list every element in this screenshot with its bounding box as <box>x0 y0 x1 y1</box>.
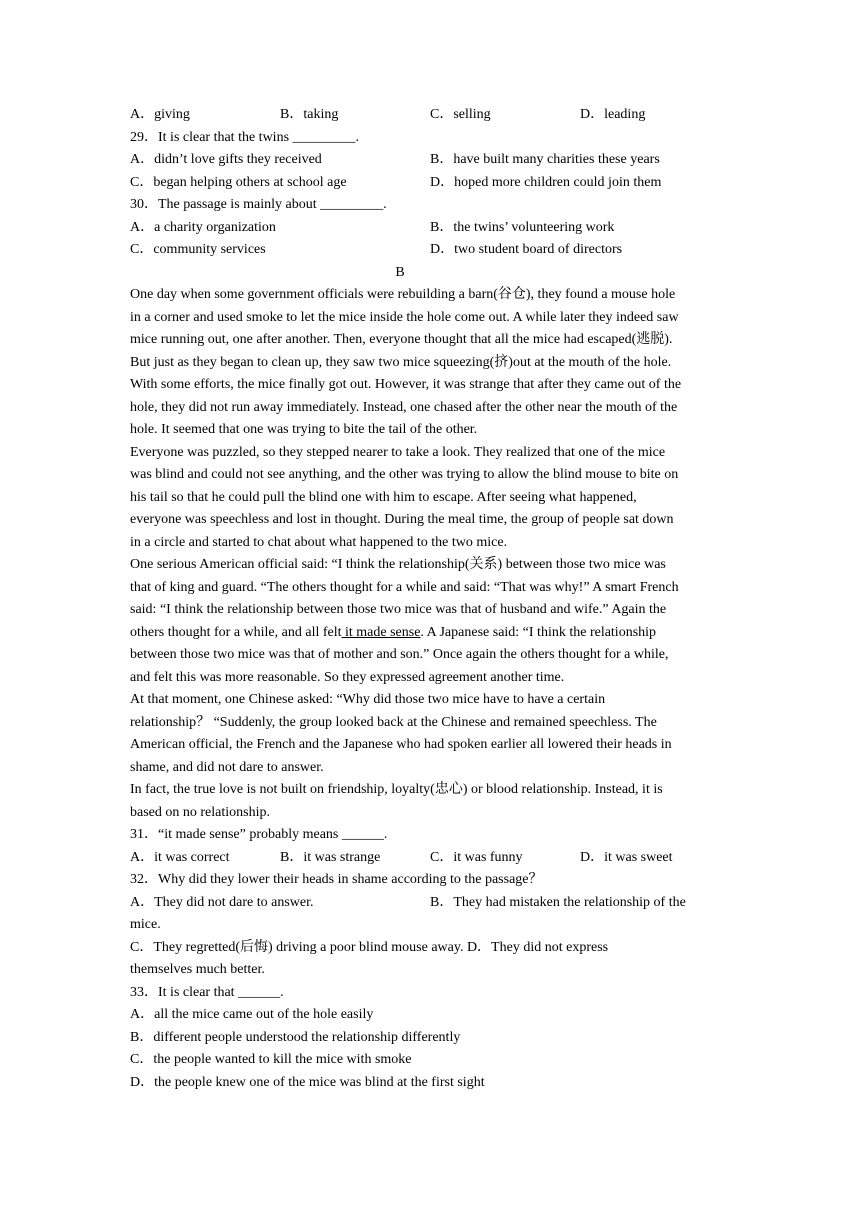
passage-line: At that moment, one Chinese asked: “Why did those two mice have to have a certain <box>130 692 606 707</box>
q32-options-cd: C．They regretted(后悔) driving a poor blind mouse away. D．They did not express <box>130 939 609 955</box>
q30-option-b: B．the twins’ volunteering work <box>430 219 615 235</box>
q28-option-d: D．leading <box>580 107 646 122</box>
passage-line: in a corner and used smoke to let the mice inside the hole come out. A while later they indeed saw <box>130 309 679 325</box>
q28-options <box>130 104 735 127</box>
q30-stem: 30．The passage is mainly about _________. <box>130 197 387 212</box>
q29-option-a: A．didn’t love gifts they received <box>130 152 322 167</box>
q28-option-b: B．taking <box>280 107 339 122</box>
passage-paragraph-2 <box>130 442 735 555</box>
q29-stem: 29．It is clear that the twins _________. <box>130 129 360 145</box>
passage-line: was blind and could not see anything, and the other was trying to allow the blind mouse to bite on <box>130 467 679 482</box>
passage-line: shame, and did not dare to answer. <box>130 759 324 775</box>
passage-line: In fact, the true love is not built on friendship, loyalty(忠心) or blood relationship. Instead, it is <box>130 782 663 797</box>
passage-text: . A Japanese said: “I think the relationship <box>420 624 657 640</box>
q29-options-ab <box>130 149 735 172</box>
passage-line: With some efforts, the mice finally got out. However, it was strange that after they came out of the <box>130 377 682 392</box>
passage-line <box>130 622 735 645</box>
underlined-phrase: it made sense <box>341 624 421 640</box>
q33-stem: 33．It is clear that ______. <box>130 984 284 1000</box>
passage-line: One serious American official said: “I think the relationship(关系) between those two mice was <box>130 557 666 572</box>
passage-line: Everyone was puzzled, so they stepped nearer to take a look. They realized that one of the mice <box>130 444 666 460</box>
q33-option-c: C．the people wanted to kill the mice with smoke <box>130 1052 412 1067</box>
passage-paragraph-4 <box>130 689 735 779</box>
q28-option-c: C．selling <box>430 107 491 122</box>
passage-paragraph-3 <box>130 554 735 689</box>
passage-line: One day when some government officials were rebuilding a barn(谷仓), they found a mouse hole <box>130 287 676 302</box>
q29-option-c: C．began helping others at school age <box>130 174 347 190</box>
q31-option-d: D．it was sweet <box>580 849 673 865</box>
q30-options-ab <box>130 217 735 240</box>
q32-option-a: A．They did not dare to answer. <box>130 894 314 910</box>
passage-line: American official, the French and the Japanese who had spoken earlier all lowered their heads in <box>130 737 672 752</box>
q31-option-c: C．it was funny <box>430 849 523 865</box>
passage-line: between those two mice was that of mother and son.” Once again the others thought for a while, <box>130 647 669 662</box>
q30-option-a: A．a charity organization <box>130 219 276 235</box>
document-page <box>130 104 735 1094</box>
passage-line: mice running out, one after another. Then, everyone thought that all the mice had escaped(逃脱). <box>130 332 673 347</box>
q33-option-a: A．all the mice came out of the hole easily <box>130 1007 374 1022</box>
passage-paragraph-5 <box>130 779 735 824</box>
passage-line: said: “I think the relationship between those two mice was that of husband and wife.” Again the <box>130 602 667 617</box>
passage-line: in a circle and started to chat about what happened to the two mice. <box>130 534 508 550</box>
passage-line: and felt this was more reasonable. So they expressed agreement another time. <box>130 669 565 685</box>
q28-option-a: A．giving <box>130 107 190 122</box>
passage-line: based on no relationship. <box>130 804 270 820</box>
passage-line: hole. It seemed that one was trying to bite the tail of the other. <box>130 422 478 437</box>
passage-line: But just as they began to clean up, they saw two mice squeezing(挤)out at the mouth of the hole. <box>130 354 672 370</box>
q32-option-b-cont: mice. <box>130 917 161 932</box>
q29-option-b: B．have built many charities these years <box>430 152 660 167</box>
q30-options-cd <box>130 239 735 262</box>
passage-line: hole, they did not run away immediately. Instead, one chased after the other near the mouth of the <box>130 399 678 415</box>
q33-option-d: D．the people knew one of the mice was blind at the first sight <box>130 1074 485 1090</box>
passage-text: others thought for a while, and all felt <box>130 624 342 640</box>
q33-option-b: B．different people understood the relationship differently <box>130 1029 461 1045</box>
section-label: B <box>395 264 405 280</box>
q32-options-ab <box>130 892 735 915</box>
passage-paragraph-1 <box>130 284 735 442</box>
q31-options <box>130 847 735 870</box>
passage-line: relationship？ “Suddenly, the group looked back at the Chinese and remained speechless. The <box>130 714 657 730</box>
q31-option-b: B．it was strange <box>280 849 381 865</box>
q30-option-d: D．two student board of directors <box>430 242 623 257</box>
q31-stem: 31．“it made sense” probably means ______. <box>130 827 388 842</box>
q32-stem: 32．Why did they lower their heads in shame according to the passage？ <box>130 872 543 887</box>
q30-option-c: C．community services <box>130 242 266 257</box>
q29-options-cd <box>130 172 735 195</box>
q32-option-b: B．They had mistaken the relationship of the <box>430 894 686 910</box>
q32-option-d-cont: themselves much better. <box>130 962 265 977</box>
q31-option-a: A．it was correct <box>130 849 230 865</box>
passage-line: that of king and guard. “The others thought for a while and said: “That was why!” A smart French <box>130 579 679 595</box>
passage-line: everyone was speechless and lost in thought. During the meal time, the group of people sat down <box>130 512 674 527</box>
q29-option-d: D．hoped more children could join them <box>430 174 662 190</box>
passage-line: his tail so that he could pull the blind one with him to escape. After seeing what happened, <box>130 489 637 505</box>
